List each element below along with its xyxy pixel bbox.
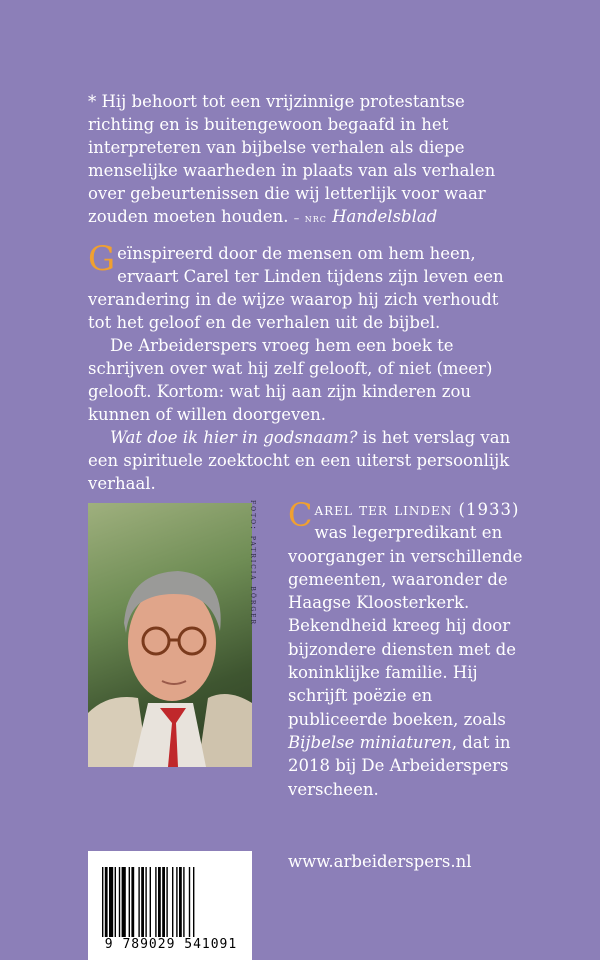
barcode-bar	[122, 867, 126, 937]
book-description	[88, 239, 518, 495]
barcode-bar	[105, 867, 108, 937]
author-name: arel ter linden (1933)	[314, 500, 520, 519]
barcode-digits: 9 789029 541091	[104, 937, 238, 952]
barcode-bar	[115, 867, 116, 937]
photo-credit-text: foto: patricia börger	[248, 500, 258, 627]
quote-source-name: Handelsblad	[332, 207, 438, 226]
barcode-bar	[155, 867, 156, 937]
barcode-bar	[109, 867, 113, 937]
barcode-bar	[166, 867, 167, 937]
barcode-bar	[141, 867, 144, 937]
barcode-bar	[150, 867, 151, 937]
intro-paragraph-2: De Arbeiderspers vroeg hem een boek te schrijven over wat hij zelf gelooft, of niet (meer) gelooft. Kortom: wat hij aan zijn kinderen zou kunnen of willen doorgeven.	[88, 336, 493, 424]
barcode-bar	[129, 867, 130, 937]
bio-book-title: Bijbelse miniaturen	[288, 732, 452, 752]
barcode-bar	[158, 867, 161, 937]
barcode-bar	[131, 867, 134, 937]
barcode-bar	[138, 867, 139, 937]
intro-paragraph-1: eïnspireerd door de mensen om hem heen, ervaart Carel ter Linden tijdens zijn leven een verandering in de wijze waarop hij zich verhoudt tot het geloof en de verhalen uit de bijbel.	[88, 244, 504, 332]
bio-dropcap: C	[288, 496, 313, 534]
barcode-bars	[102, 867, 242, 937]
intro-dropcap: G	[88, 239, 116, 279]
barcode-bar	[119, 867, 120, 937]
bio-text-2: , dat in 2018 bij De Arbeiderspers verscheen.	[288, 732, 511, 799]
barcode-bar	[179, 867, 182, 937]
quote-source-prefix: – nrc	[293, 212, 327, 225]
barcode-bar	[193, 867, 194, 937]
author-bio	[288, 498, 528, 801]
barcode-bar	[176, 867, 177, 937]
barcode-bar	[189, 867, 190, 937]
barcode-bar	[102, 867, 103, 937]
barcode-bar	[145, 867, 146, 937]
barcode-bar	[183, 867, 184, 937]
author-portrait-illustration	[88, 503, 252, 767]
book-title: Wat doe ik hier in godsnaam?	[110, 428, 358, 447]
author-photo	[88, 503, 252, 767]
isbn-barcode	[88, 851, 252, 960]
barcode-bar	[172, 867, 173, 937]
barcode-bar	[162, 867, 165, 937]
bio-text-1: was legerpredikant en voorganger in verschillende gemeenten, waaronder de Haagse Kloosterkerk. Bekendheid kreeg hij door bijzondere diensten met de koninklijke familie. Hij schrijft poëzie en publiceerde boeken, zoals	[288, 523, 523, 729]
back-cover-quote	[88, 90, 518, 230]
publisher-website: www.arbeiderspers.nl	[288, 852, 472, 871]
intro-paragraph-3-text: is het verslag van een spirituele zoektocht en een uiterst persoonlijk verhaal.	[88, 428, 511, 493]
intro-paragraph-3	[88, 426, 518, 495]
quote-text: * Hij behoort tot een vrijzinnige protestantse richting en is buitengewoon begaafd in het interpreteren van bijbelse verhalen als diepe menselijke waarheden in plaats van als verhalen over gebeurtenissen die wij letterlijk voor waar zouden moeten houden.	[88, 92, 496, 226]
